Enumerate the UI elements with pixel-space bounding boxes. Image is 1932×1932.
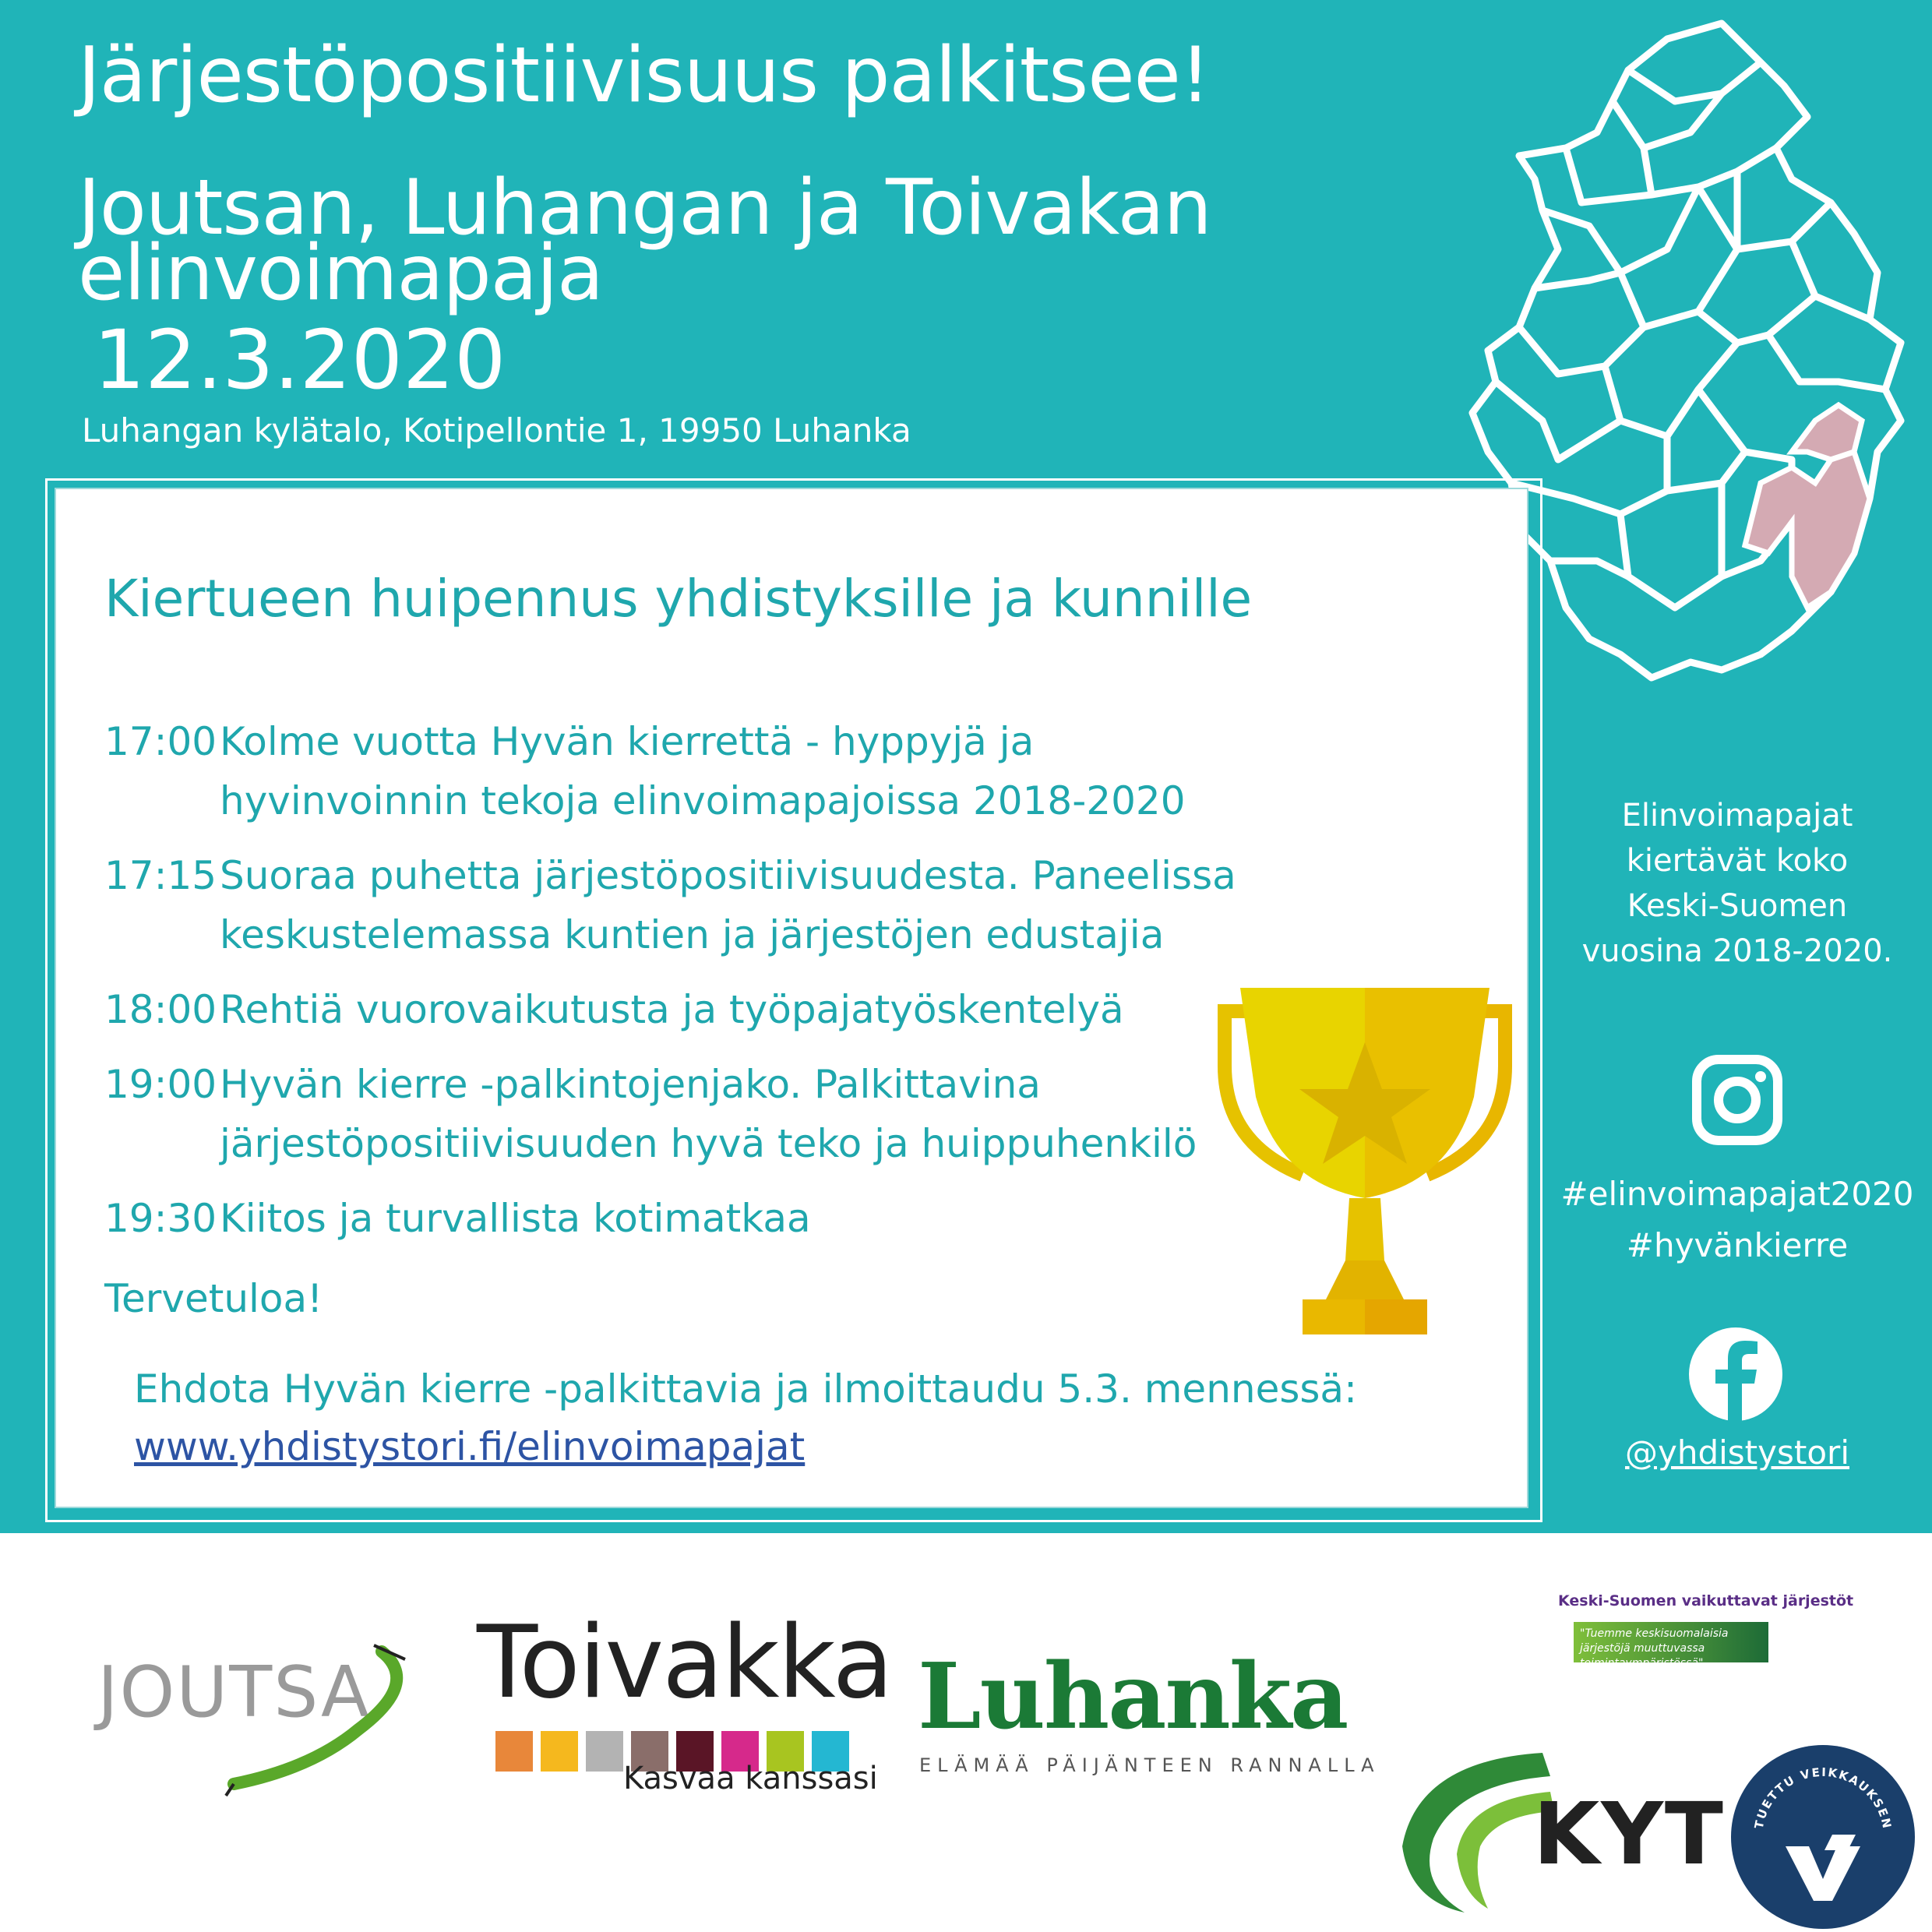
program-time: 19:30 bbox=[104, 1196, 217, 1241]
hashtag[interactable]: #hyvänkierre bbox=[1626, 1226, 1849, 1264]
sidebar-info-line: Keski-Suomen bbox=[1627, 888, 1848, 924]
program-time: 19:00 bbox=[104, 1062, 217, 1107]
program-item bbox=[104, 846, 1289, 964]
ks-logo-title: Keski-Suomen vaikuttavat järjestöt bbox=[1558, 1592, 1854, 1609]
program-item bbox=[104, 712, 1289, 830]
welcome-text: Tervetuloa! bbox=[104, 1276, 323, 1321]
subtitle bbox=[78, 164, 1211, 318]
card-title: Kiertueen huipennus yhdistyksille ja kunnille bbox=[104, 569, 1253, 629]
sidebar-info-line: Elinvoimapajat bbox=[1621, 798, 1853, 834]
program-list bbox=[104, 712, 1289, 1264]
program-text: Kiitos ja turvallista kotimatkaa bbox=[220, 1196, 811, 1241]
program-item bbox=[104, 1189, 1289, 1248]
veikkaus-text: TUETTU VEIKKAUKSEN bbox=[1751, 1765, 1895, 1832]
trophy-icon bbox=[1209, 980, 1521, 1346]
program-card bbox=[55, 488, 1528, 1508]
sidebar-info-line: vuosina 2018-2020. bbox=[1581, 933, 1893, 969]
luhanka-logo: Luhanka bbox=[918, 1644, 1348, 1750]
veikkaus-badge bbox=[1731, 1745, 1915, 1929]
event-date: 12.3.2020 bbox=[93, 312, 506, 407]
hashtags bbox=[1542, 1169, 1932, 1271]
sidebar-info bbox=[1550, 793, 1924, 974]
veikkaus-emblem-icon bbox=[1731, 1745, 1915, 1929]
event-address: Luhangan kylätalo, Kotipellontie 1, 19950 Luhanka bbox=[82, 411, 911, 450]
main-title: Järjestöpositiivisuus palkitsee! bbox=[78, 31, 1211, 120]
ks-logo-quote: "Tuemme keskisuomalaisia järjestöjä muuttuvassa toimintaympäristössä" bbox=[1574, 1622, 1768, 1662]
sidebar-info-line: kiertävät koko bbox=[1626, 843, 1849, 879]
program-text: Kolme vuotta Hyvän kierrettä - hyppyjä ja hyvinvoinnin tekoja elinvoimapajoissa 2018-2020 bbox=[220, 719, 1186, 823]
signup-text: Ehdota Hyvän kierre -palkittavia ja ilmoittaudu 5.3. mennessä: bbox=[134, 1366, 1357, 1412]
subtitle-line-2: elinvoimapaja bbox=[78, 229, 604, 318]
joutsa-logo: JOUTSA bbox=[97, 1652, 371, 1733]
program-item bbox=[104, 1055, 1289, 1173]
program-time: 17:15 bbox=[104, 853, 217, 898]
luhanka-slogan: ELÄMÄÄ PÄIJÄNTEEN RANNALLA bbox=[919, 1754, 1380, 1776]
joutsa-swoosh-icon bbox=[218, 1636, 421, 1807]
highlighted-region bbox=[1745, 405, 1870, 608]
hashtag[interactable]: #elinvoimapajat2020 bbox=[1560, 1175, 1914, 1213]
facebook-icon[interactable] bbox=[1687, 1326, 1784, 1423]
subtitle-line-1: Joutsan, Luhangan ja Toivakan bbox=[78, 164, 1211, 252]
program-text: Hyvän kierre -palkintojenjako. Palkittavina järjestöpositiivisuuden hyvä teko ja huippuhenkilö bbox=[220, 1062, 1197, 1166]
program-item bbox=[104, 980, 1289, 1039]
program-text: Suoraa puhetta järjestöpositiivisuudesta. Paneelissa keskustelemassa kuntien ja järjestöjen edustajia bbox=[220, 853, 1236, 957]
kyt-swoosh-icon bbox=[1387, 1737, 1558, 1916]
signup-link[interactable]: www.yhdistystori.fi/elinvoimapajat bbox=[134, 1424, 806, 1469]
toivakka-logo: Toivakka bbox=[477, 1605, 892, 1721]
kyt-logo: KYT bbox=[1533, 1784, 1725, 1884]
toivakka-slogan: Kasvaa kanssasi bbox=[623, 1761, 878, 1796]
program-text: Rehtiä vuorovaikutusta ja työpajatyöskentelyä bbox=[220, 987, 1124, 1032]
instagram-icon[interactable] bbox=[1690, 1053, 1784, 1147]
svg-text:TUETTU VEIKKAUKSEN TUOTOILLA bbox=[1731, 1745, 1895, 1836]
program-time: 18:00 bbox=[104, 987, 217, 1032]
program-time: 17:00 bbox=[104, 719, 217, 764]
social-handle[interactable]: @yhdistystori bbox=[1625, 1433, 1849, 1472]
